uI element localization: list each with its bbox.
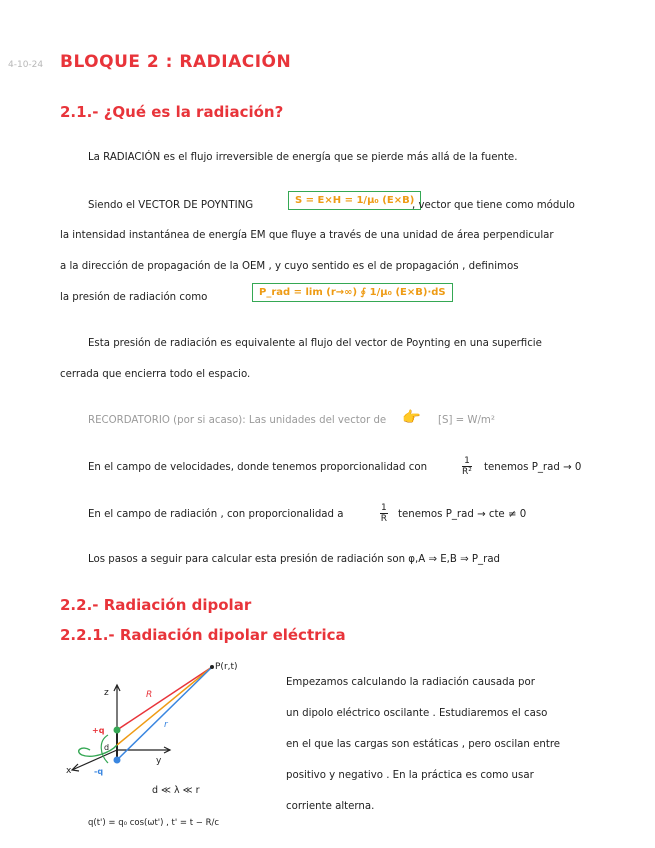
R-vector-label: R <box>146 690 153 700</box>
dipole-text-line-4: positivo y negativo . En la práctica es como usar <box>286 770 534 781</box>
dipole-text-line-2: un dipolo eléctrico oscilante . Estudiaremos el caso <box>286 708 548 719</box>
point-P <box>210 665 214 669</box>
minus-charge <box>114 757 121 764</box>
poynting-line-4-start: la presión de radiación como <box>60 292 208 303</box>
dipole-text-line-3: en el que las cargas son estáticas , pero oscilan entre <box>286 739 561 750</box>
minus-q-label: -q <box>94 767 104 776</box>
point-P-label: P(r,t) <box>215 662 238 672</box>
page-title: BLOQUE 2 : RADIACIÓN <box>60 52 292 72</box>
z-axis-label: z <box>104 688 109 698</box>
d-label: d <box>104 743 110 752</box>
equivalence-line-2: cerrada que encierra todo el espacio. <box>60 369 251 380</box>
r-vector-label: r <box>164 720 168 730</box>
plus-charge <box>114 727 121 734</box>
section-heading-2-1: 2.1.- ¿Qué es la radiación? <box>60 103 284 121</box>
radiation-pressure-formula: P_rad = lim (r→∞) ∮ 1/μ₀ (E×B)·dS <box>259 287 446 298</box>
oscillation-sketch <box>79 745 117 756</box>
velocity-fraction-denominator: R² <box>462 467 472 477</box>
section-heading-2-2-1: 2.2.1.- Radiación dipolar eléctrica <box>60 626 346 644</box>
dipole-text-line-5: corriente alterna. <box>286 801 375 812</box>
date: 4-10-24 <box>8 60 44 70</box>
radiation-field-line-end: tenemos P_rad → cte ≠ 0 <box>398 509 527 520</box>
velocity-fraction-numerator: 1 <box>462 456 472 467</box>
equivalence-line-1: Esta presión de radiación es equivalente al flujo del vector de Poynting en una superficie <box>88 338 542 349</box>
poynting-vector-box <box>288 191 421 210</box>
radiation-fraction-numerator: 1 <box>381 503 387 513</box>
radiation-field-fraction <box>380 503 388 524</box>
intro-paragraph: La RADIACIÓN es el flujo irreversible de energía que se pierde más allá de la fuente. <box>88 152 518 163</box>
radiation-fraction-denominator: R <box>380 514 387 524</box>
x-axis-label: x <box>66 766 72 776</box>
dipole-text-line-1: Empezamos calculando la radiación causada por <box>286 677 535 688</box>
radiation-field-line-start: En el campo de radiación , con proporcionalidad a <box>88 509 344 520</box>
dipole-diagram <box>52 655 290 835</box>
velocity-field-line-start: En el campo de velocidades, donde tenemos proporcionalidad con <box>88 462 428 473</box>
plus-q-label: +q <box>92 726 105 735</box>
velocity-field-fraction <box>462 456 472 477</box>
poynting-line-2: la intensidad instantánea de energía EM que fluye a través de una unidad de área perpendicular <box>60 230 554 241</box>
poynting-vector-formula: S = E×H = 1/μ₀ (E×B) <box>295 195 415 206</box>
vector-R-minus <box>117 667 212 760</box>
radiation-pressure-box <box>252 283 453 302</box>
poynting-line-1-end: , vector que tiene como módulo <box>412 200 575 211</box>
approximation-condition: d ≪ λ ≪ r <box>152 785 200 796</box>
reminder-text: RECORDATORIO (por si acaso): Las unidades del vector de <box>88 415 387 426</box>
velocity-field-line-end: tenemos P_rad → 0 <box>484 462 582 473</box>
section-heading-2-2: 2.2.- Radiación dipolar <box>60 596 252 614</box>
poynting-line-3: a la dirección de propagación de la OEM , y cuyo sentido es el de propagación , definimos <box>60 261 519 272</box>
poynting-line-1-start: Siendo el VECTOR DE POYNTING <box>88 200 254 211</box>
y-axis-label: y <box>156 756 162 766</box>
vector-r <box>117 667 212 745</box>
charge-formula: q(t') = q₀ cos(ωt') , t' = t − R/c <box>88 818 220 828</box>
pointing-hand-icon: 👉 <box>402 408 421 426</box>
poynting-units: [S] = W/m² <box>438 415 495 426</box>
steps-line: Los pasos a seguir para calcular esta presión de radiación son φ,A ⇒ E,B ⇒ P_rad <box>88 554 501 565</box>
